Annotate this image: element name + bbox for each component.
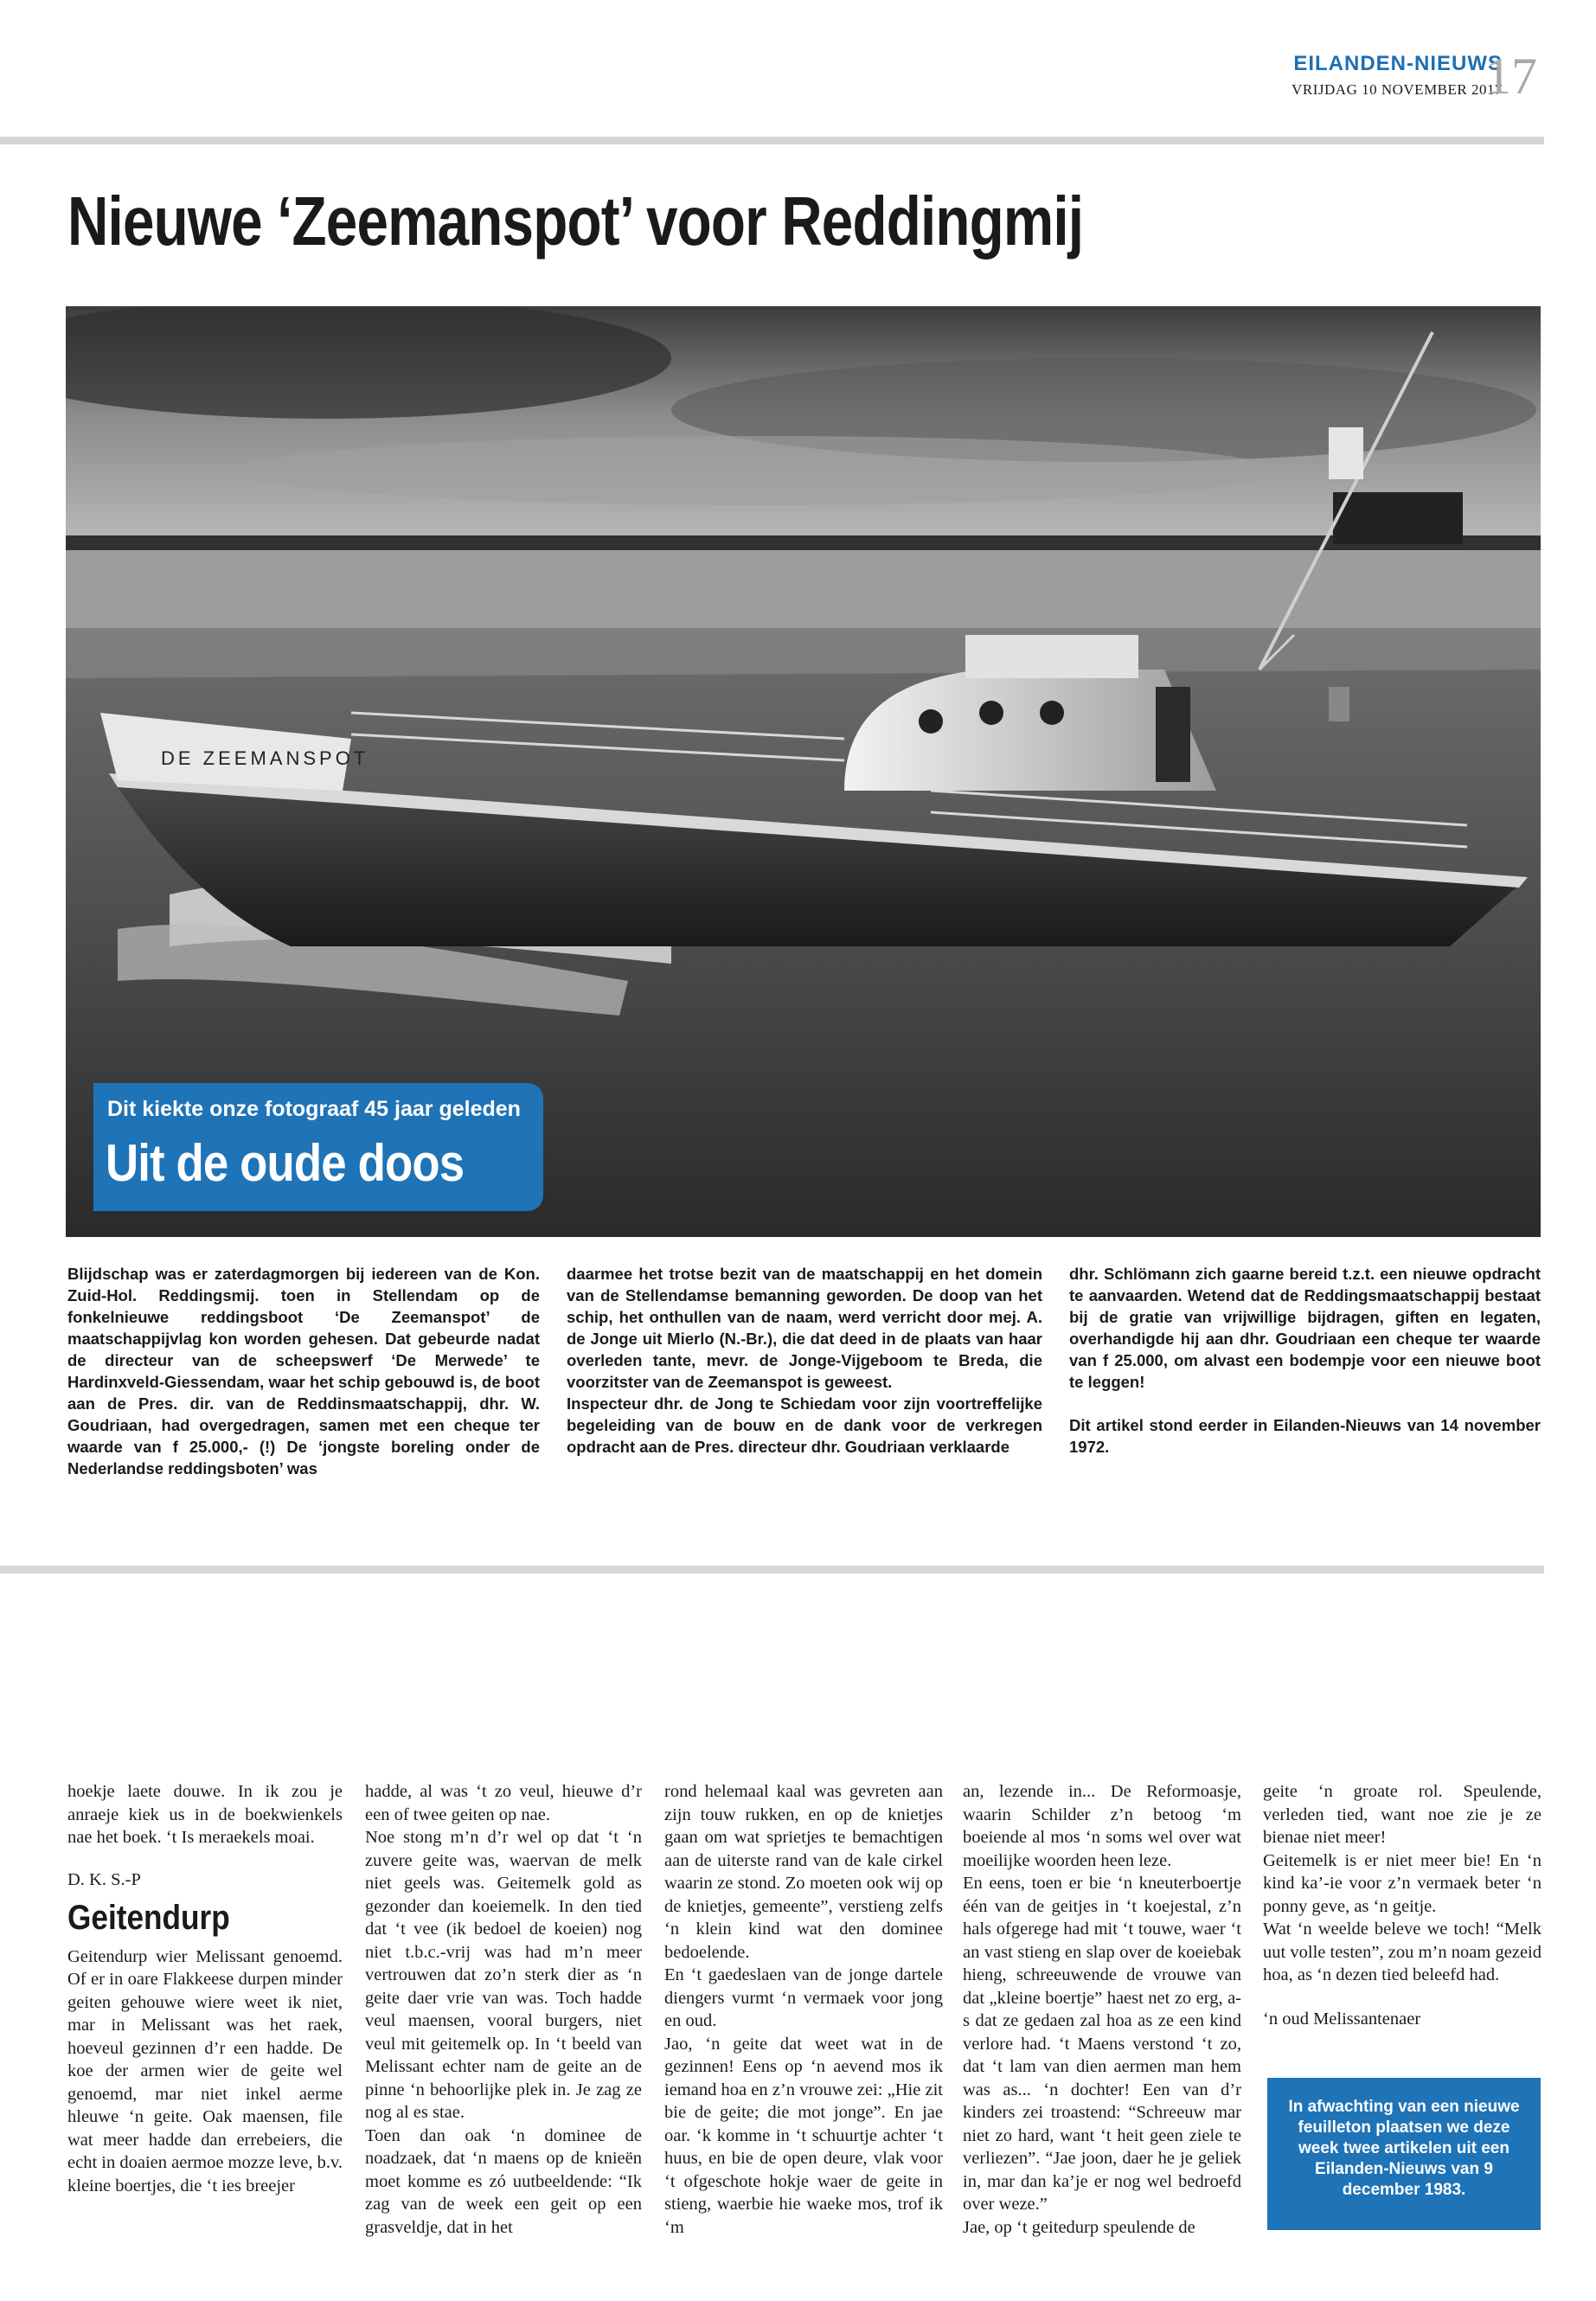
newspaper-brand: EILANDEN-NIEUWS: [1293, 52, 1503, 75]
article1-column-1: [67, 1263, 540, 1479]
section-divider: [0, 1566, 1544, 1574]
article1-source-note: Dit artikel stond eerder in Eilanden-Nieuws van 14 november 1972.: [1069, 1416, 1541, 1456]
article2-column-3: [664, 1780, 943, 2239]
article2-paragraph: an, lezende in... De Reformoasje, waarin Schilder z’n betoog ‘m boeiende al mos ‘n soms wel over wat moeilijke woorden heen leze.: [963, 1782, 1241, 1870]
article2-paragraph: Toen dan oak ‘n dominee de noadzaek, dat ‘n maens op de knieën moet komme es zó uutbeeldende: “Ik zag van de week een geit op een grasveldje, dat in het: [365, 2125, 642, 2237]
article1-paragraph: daarmee het trotse bezit van de maatschappij en het domein van de Stellendamse bemanning geworden. De doop van het schip, het onthullen van de naam, werd verricht door mej. A. de Jonge uit Mierlo (N.-Br.), die dat deed in de plaats van haar overleden tante, mevr. de Jonge-Vijgeboom te Breda, die voorzitster van de Zeemanspot is geweest.: [567, 1265, 1042, 1391]
boat-name-text: DE ZEEMANSPOT: [161, 747, 369, 769]
article2-subhead: Geitendurp: [67, 1899, 230, 1937]
page-headline: Nieuwe ‘Zeemanspot’ voor Reddingmij: [67, 183, 1084, 260]
article2-column-4: [963, 1780, 1241, 2239]
article2-signature: ‘n oud Melissantenaer: [1263, 2009, 1421, 2029]
article2-signature: D. K. S.-P: [67, 1869, 141, 1889]
article2-paragraph: Noe stong m’n d’r wel op dat ‘t ‘n zuvere geite was, waervan de melk niet geels was. Geitemelk gold as gezonder dan koeiemelk. In den tied dat ‘t vee (ik bedoel de koeien) nog niet t.b.c.-vrij was had m’n meer vertrouwen dat zo’n sterk dier as ‘n geite daer vrie van was. Toch hadde veul maensen, vooral burgers, niet veul mit geitemelk op. In ‘t beeld van Melissant echter nam de geite an de pinne ‘n behoorlijke plek in. Je zag ze nog al es stae.: [365, 1828, 642, 2122]
article2-paragraph: Geitemelk is er niet meer bie! En ‘n kind ka’-ie voor z’n vermaek beter ‘n ponny geve, as ‘n geitje.: [1263, 1850, 1542, 1916]
article2-paragraph: En ‘t gaedeslaen van de jonge dartele diengers vurmt ‘n vermaek voor jong en oud.: [664, 1965, 943, 2030]
article2-column-1: [67, 1780, 343, 2197]
article1-column-3: [1069, 1263, 1541, 1458]
article1-column-2: [567, 1263, 1042, 1458]
article2-paragraph: geite ‘n groate rol. Speulende, verleden tied, want noe zie je ze bienae niet meer!: [1263, 1782, 1542, 1847]
article2-column-2: [365, 1780, 642, 2239]
article1-paragraph: Inspecteur dhr. de Jong te Schiedam voor zijn voortreffelijke begeleiding van de bouw en de dank voor de verkregen opdracht aan de Pres. directeur dhr. Goudriaan verklaarde: [567, 1394, 1042, 1456]
photo-caption-box: [93, 1083, 543, 1211]
issue-date: VRIJDAG 10 NOVEMBER 2017: [1292, 81, 1503, 98]
article2-paragraph: hadde, al was ‘t zo veul, hieuwe d’r een of twee geiten op nae.: [365, 1782, 642, 1824]
article2-paragraph: Geitendurp wier Melissant genoemd. Of er in oare Flakkeese durpen minder geiten gehouwe wiere weet ik niet, mar in Melissant was het raek, hoeveul gezinnen d’r een hadde. De koe der armen wier de geite wel genoemd, mar niet inkel aerme hleuwe ‘n geite. Oak maensen, file wat meer hadde dan errebeiers, die echt in doaien aermoe mozze leve, b.v. kleine boertjes, die ‘t ies breejer: [67, 1946, 343, 2195]
masthead: [1157, 52, 1503, 99]
article2-paragraph: hoekje laete douwe. In ik zou je anraeje kiek us in de boekwienkels nae het boek. ‘t Is meraekels moai.: [67, 1782, 343, 1847]
page-number: 17: [1485, 48, 1537, 105]
feuilleton-info-box: In afwachting van een nieuwe feuilleton plaatsen we deze week twee artikelen uit een Eilanden-Nieuws van 9 december 1983.: [1267, 2078, 1541, 2230]
top-divider: [0, 137, 1544, 144]
article1-paragraph: dhr. Schlömann zich gaarne bereid t.z.t. een nieuwe opdracht te aanvaarden. Wetend dat de Reddingsmaatschappij bestaat bij de gratie van vrijwillige bijdragen, giften en legaten, overhandigde hij aan dhr. Goudriaan een cheque ter waarde van f 25.000, om alvast een bodempje voor een nieuwe boot te leggen!: [1069, 1265, 1541, 1391]
article2-paragraph: Jae, op ‘t geitedurp speulende de: [963, 2217, 1195, 2237]
caption-kicker: Dit kiekte onze fotograaf 45 jaar geleden: [107, 1097, 521, 1121]
article2-paragraph: En eens, toen er bie ‘n kneuterboertje één van de geitjes in ‘t koejestal, z’n hals ofgerege had mit ‘t touwe, waer ‘t an vast stieng en slap over de koeiebak hieng, schreeuwende de vrouwe van dat „kleine boertje” haest net zo erg, a-s dat ze gedaen zal hoa as ze een kind verlore had. ‘t Maens verstond ‘t zo, dat ‘t lam van dien aermen man hem was as... ‘n dochter! Een van d’r kinders zei troastend: “Schreeuw mar niet zo hard, want ‘t heit geen ziele te verliezen”. “Jae joon, daer he je geliek in, mar dan ka’je er nog wel bedroefd over weze.”: [963, 1874, 1241, 2214]
article2-paragraph: rond helemaal kaal was gevreten aan zijn touw rukken, en op de knietjes gaan om wat sprietjes te bemachtigen aan de uiterste rand van de kale cirkel waarin ze stond. Zo moeten ook wij op de knietjes, gemeente”, verstieng zelfs ‘n klein kind wat den dominee bedoelende.: [664, 1782, 943, 1962]
article2-paragraph: Jao, ‘n geite dat weet wat in de gezinnen! Eens op ‘n aevend mos ik iemand hoa en z’n vrouwe zei: „Hie zit bie de geite; die mot jonge”. En jae oar. ‘k komme in ‘t schuurtje achter ‘t huus, en bie de open deure, vlak voor ‘t ofgeschote hokje waer de geite in stieng, waerbie hie waeke mos, trof ik ‘m: [664, 2034, 943, 2237]
article2-paragraph: Wat ‘n weelde beleve we toch! “Melk uut volle testen”, zou m’n noam gezeid hoa, as ‘n dezen tied beleefd had.: [1263, 1920, 1542, 1984]
caption-title: Uit de oude doos: [106, 1134, 465, 1192]
article1-paragraph: Blijdschap was er zaterdagmorgen bij iedereen van de Kon. Zuid-Hol. Reddingsmij. toen in Stellendam op de fonkelnieuwe reddingsboot ‘De Zeemanspot’ de maatschappijvlag kon worden gehesen. Dat gebeurde nadat de directeur van de scheepswerf ‘De Merwede’ te Hardinxveld-Giessendam, waar het schip gebouwd is, de boot aan de Pres. dir. van de Reddinsmaatschappij, dhr. W. Goudriaan, had overgedragen, samen met een cheque ter waarde van f 25.000,- (!) De ‘jongste boreling onder de Nederlandse reddingsboten’ was: [67, 1265, 540, 1477]
article2-column-5: [1263, 1780, 1542, 2030]
